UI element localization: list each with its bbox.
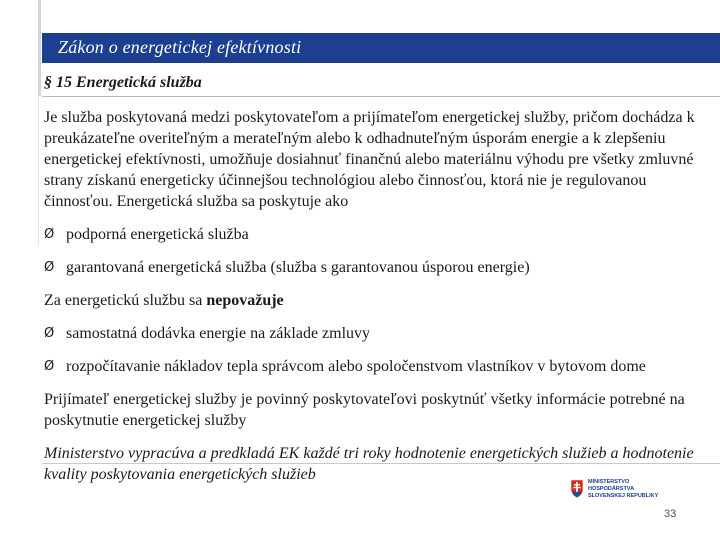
bullet-text: garantovaná energetická služba (služba s garantovanou úsporou energie): [66, 259, 530, 276]
slide-content: [44, 107, 704, 485]
section-heading: § 15 Energetická služba: [44, 74, 202, 91]
recipient-obligation-paragraph: Prijímateľ energetickej služby je povinný poskytovateľovi poskytnúť všetky informácie potrebné na poskytnutie energetickej služby: [44, 391, 685, 429]
list-item: [44, 224, 704, 245]
left-accent-rule: [38, 0, 41, 96]
list-item: [44, 257, 704, 278]
list-item: [44, 356, 704, 377]
page-title: Zákon o energetickej efektívnosti: [58, 37, 302, 57]
intro-paragraph: Je služba poskytovaná medzi poskytovateľom a prijímateľom energetickej služby, pričom dochádza k preukázateľne overiteľným a merateľným alebo k odhadnuteľným úsporám energie a k zlepšeniu energetickej efektívnosti, umožňuje dosiahnuť finančnú alebo materiálnu výhodu pre všetky zmluvné strany získanú energeticky účinnejšou technológiou alebo činnosťou, ktorá nie je regulovanou činnosťou. Energetická služba sa poskytuje ako: [44, 109, 695, 210]
bullet-text: rozpočítavanie nákladov tepla správcom alebo spoločenstvom vlastníkov v bytovom dome: [66, 358, 646, 375]
left-accent-rule-lower: [38, 96, 39, 246]
arrow-bullet-icon: Ø: [44, 227, 55, 242]
logo-text: MINISTERSTVO HOSPODÁRSTVA SLOVENSKEJ REPUBLIKY: [588, 479, 659, 499]
ministry-note-paragraph: Ministerstvo vypracúva a predkladá EK každé tri roky hodnotenie energetických služieb a hodnotenie kvality poskytovania energetických služieb: [44, 445, 694, 483]
heading-divider: [42, 96, 720, 97]
not-considered-heading: [44, 290, 704, 311]
page-number: 33: [664, 508, 677, 520]
not-considered-emphasis: nepovažuje: [206, 292, 284, 309]
not-considered-prefix: Za energetickú službu sa: [44, 292, 207, 309]
ministry-logo: [570, 477, 690, 511]
bullet-text: samostatná dodávka energie na základe zmluvy: [66, 325, 371, 342]
arrow-bullet-icon: Ø: [44, 260, 55, 275]
slovak-crest-icon: [570, 479, 584, 499]
title-bar: [42, 33, 720, 63]
bullet-text: podporná energetická služba: [66, 226, 249, 243]
list-item: [44, 323, 704, 344]
arrow-bullet-icon: Ø: [44, 359, 55, 374]
footer-divider: [42, 463, 720, 464]
arrow-bullet-icon: Ø: [44, 326, 55, 341]
